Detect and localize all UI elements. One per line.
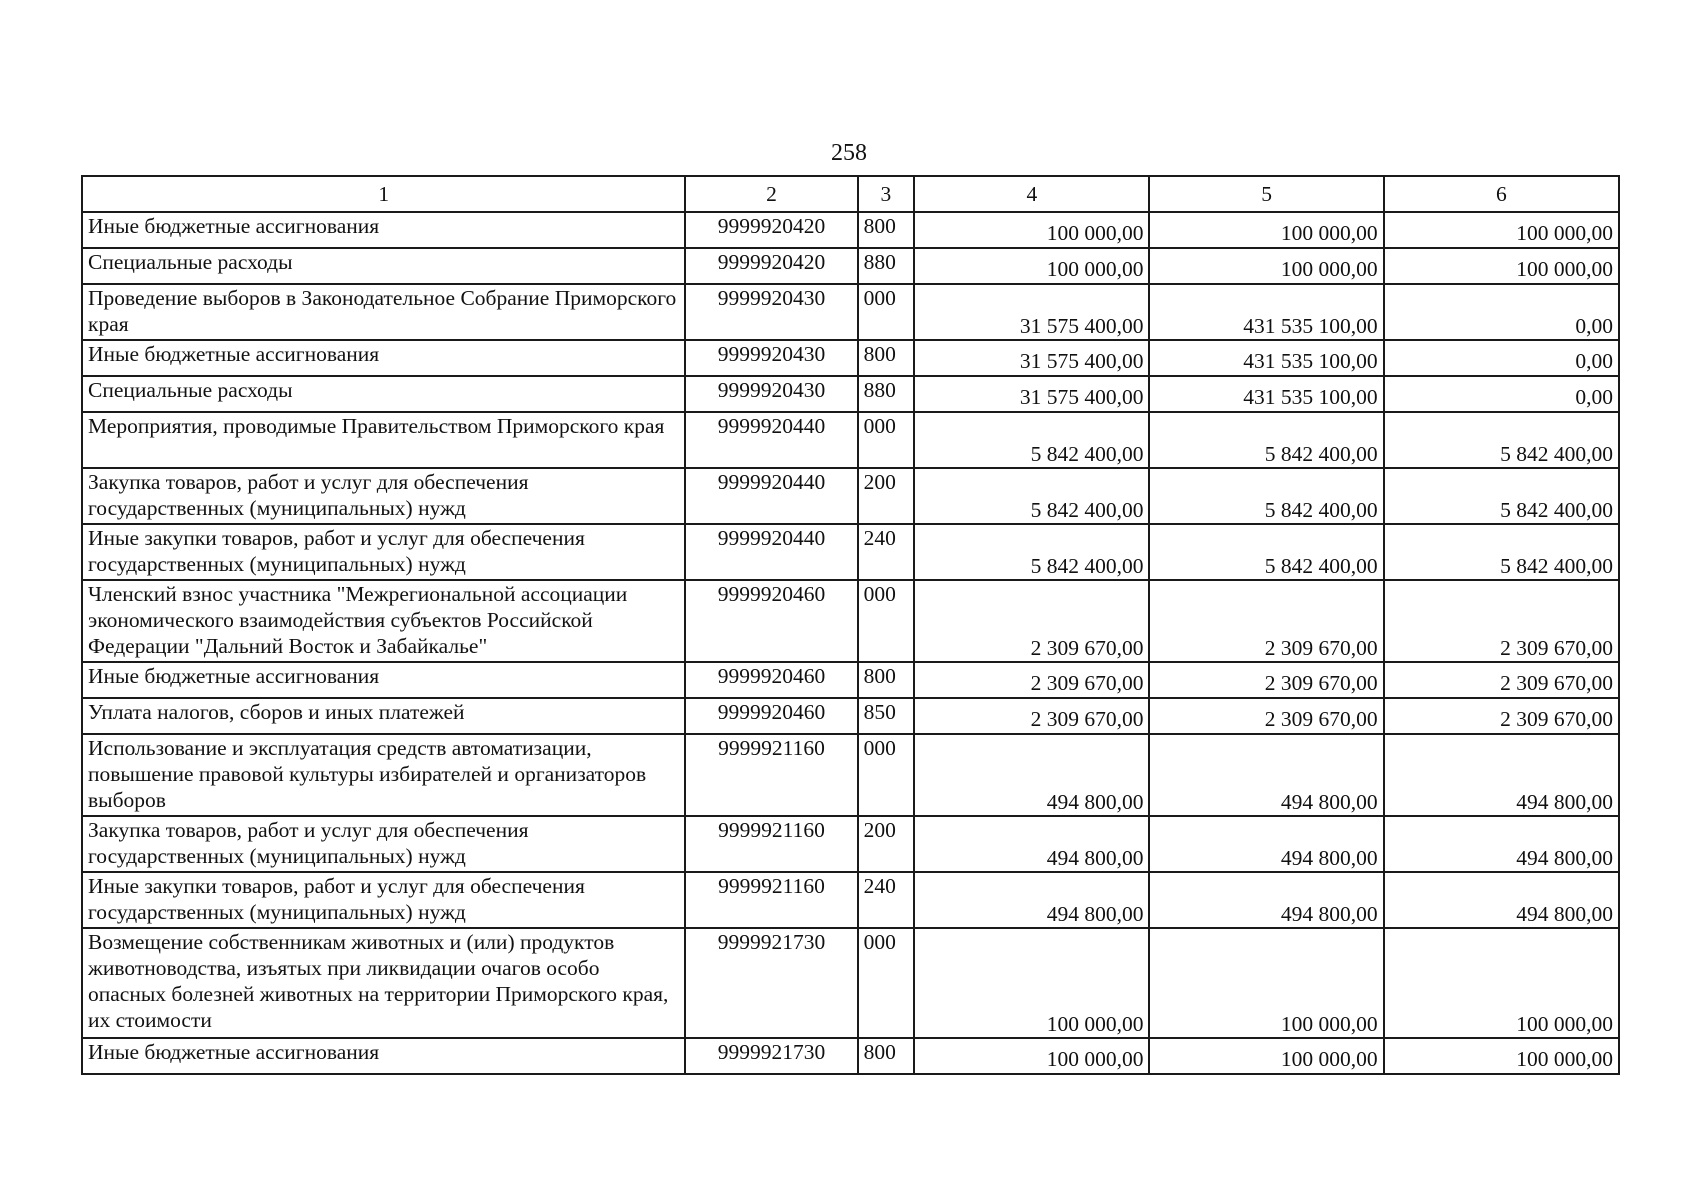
row-amount-5: 2 309 670,00	[1149, 662, 1383, 698]
row-amount-4: 31 575 400,00	[914, 376, 1149, 412]
row-amount-6: 2 309 670,00	[1384, 580, 1619, 662]
row-kvr: 000	[858, 580, 915, 662]
row-amount-5: 100 000,00	[1149, 212, 1383, 248]
budget-table	[81, 175, 1620, 1075]
row-amount-5: 431 535 100,00	[1149, 284, 1383, 340]
table-row	[82, 468, 1619, 524]
row-code: 9999921730	[685, 928, 857, 1038]
row-amount-5: 5 842 400,00	[1149, 412, 1383, 468]
table-row	[82, 662, 1619, 698]
row-amount-6: 2 309 670,00	[1384, 662, 1619, 698]
row-code: 9999921160	[685, 872, 857, 928]
table-row	[82, 698, 1619, 734]
row-name: Иные бюджетные ассигнования	[82, 340, 685, 376]
row-name: Проведение выборов в Законодательное Собрание Приморского края	[82, 284, 685, 340]
row-name: Использование и эксплуатация средств автоматизации, повышение правовой культуры избирателей и организаторов выборов	[82, 734, 685, 816]
row-name: Членский взнос участника "Межрегиональной ассоциации экономического взаимодействия субъектов Российской Федерации "Дальний Восток и Забайкалье"	[82, 580, 685, 662]
row-amount-5: 494 800,00	[1149, 816, 1383, 872]
row-amount-4: 494 800,00	[914, 734, 1149, 816]
row-kvr: 240	[858, 872, 915, 928]
row-amount-6: 2 309 670,00	[1384, 698, 1619, 734]
row-code: 9999921730	[685, 1038, 857, 1074]
row-code: 9999920460	[685, 698, 857, 734]
row-amount-6: 5 842 400,00	[1384, 468, 1619, 524]
row-amount-6: 5 842 400,00	[1384, 412, 1619, 468]
row-amount-6: 494 800,00	[1384, 734, 1619, 816]
table-row	[82, 248, 1619, 284]
row-amount-5: 100 000,00	[1149, 248, 1383, 284]
row-code: 9999920440	[685, 468, 857, 524]
row-amount-6: 5 842 400,00	[1384, 524, 1619, 580]
column-header-4: 4	[914, 176, 1149, 212]
column-header-1: 1	[82, 176, 685, 212]
row-kvr: 850	[858, 698, 915, 734]
table-header-row	[82, 176, 1619, 212]
row-kvr: 000	[858, 734, 915, 816]
table-row	[82, 816, 1619, 872]
row-amount-5: 2 309 670,00	[1149, 580, 1383, 662]
row-name: Возмещение собственникам животных и (или) продуктов животноводства, изъятых при ликвидации очагов особо опасных болезней животных на территории Приморского края, их стоимости	[82, 928, 685, 1038]
row-code: 9999920440	[685, 412, 857, 468]
row-code: 9999921160	[685, 816, 857, 872]
row-code: 9999920440	[685, 524, 857, 580]
row-amount-5: 431 535 100,00	[1149, 376, 1383, 412]
row-amount-4: 100 000,00	[914, 928, 1149, 1038]
table-row	[82, 340, 1619, 376]
row-amount-6: 0,00	[1384, 376, 1619, 412]
row-kvr: 240	[858, 524, 915, 580]
row-name: Иные бюджетные ассигнования	[82, 1038, 685, 1074]
table-row	[82, 376, 1619, 412]
row-amount-6: 100 000,00	[1384, 212, 1619, 248]
row-name: Закупка товаров, работ и услуг для обеспечения государственных (муниципальных) нужд	[82, 816, 685, 872]
row-amount-4: 31 575 400,00	[914, 340, 1149, 376]
column-header-2: 2	[685, 176, 857, 212]
row-name: Закупка товаров, работ и услуг для обеспечения государственных (муниципальных) нужд	[82, 468, 685, 524]
row-code: 9999920460	[685, 662, 857, 698]
table-row	[82, 412, 1619, 468]
table-row	[82, 1038, 1619, 1074]
row-amount-5: 494 800,00	[1149, 872, 1383, 928]
row-code: 9999920430	[685, 284, 857, 340]
row-amount-4: 100 000,00	[914, 248, 1149, 284]
row-kvr: 000	[858, 928, 915, 1038]
row-kvr: 880	[858, 376, 915, 412]
row-name: Иные бюджетные ассигнования	[82, 212, 685, 248]
row-amount-6: 494 800,00	[1384, 816, 1619, 872]
row-amount-6: 100 000,00	[1384, 1038, 1619, 1074]
row-kvr: 000	[858, 284, 915, 340]
table-row	[82, 284, 1619, 340]
row-amount-6: 0,00	[1384, 284, 1619, 340]
row-amount-4: 494 800,00	[914, 872, 1149, 928]
row-amount-6: 0,00	[1384, 340, 1619, 376]
row-kvr: 200	[858, 816, 915, 872]
row-name: Иные бюджетные ассигнования	[82, 662, 685, 698]
row-amount-5: 2 309 670,00	[1149, 698, 1383, 734]
row-amount-4: 100 000,00	[914, 1038, 1149, 1074]
row-kvr: 000	[858, 412, 915, 468]
row-amount-5: 100 000,00	[1149, 1038, 1383, 1074]
row-amount-4: 5 842 400,00	[914, 412, 1149, 468]
column-header-3: 3	[858, 176, 915, 212]
table-row	[82, 734, 1619, 816]
row-code: 9999920430	[685, 376, 857, 412]
table-row	[82, 928, 1619, 1038]
row-kvr: 800	[858, 1038, 915, 1074]
row-code: 9999921160	[685, 734, 857, 816]
row-amount-5: 100 000,00	[1149, 928, 1383, 1038]
row-kvr: 800	[858, 340, 915, 376]
column-header-6: 6	[1384, 176, 1619, 212]
row-name: Специальные расходы	[82, 376, 685, 412]
row-name: Иные закупки товаров, работ и услуг для обеспечения государственных (муниципальных) нужд	[82, 524, 685, 580]
row-amount-5: 431 535 100,00	[1149, 340, 1383, 376]
row-amount-4: 2 309 670,00	[914, 580, 1149, 662]
row-amount-4: 31 575 400,00	[914, 284, 1149, 340]
row-name: Мероприятия, проводимые Правительством Приморского края	[82, 412, 685, 468]
row-amount-6: 494 800,00	[1384, 872, 1619, 928]
column-header-5: 5	[1149, 176, 1383, 212]
table-row	[82, 524, 1619, 580]
row-amount-5: 494 800,00	[1149, 734, 1383, 816]
row-amount-4: 5 842 400,00	[914, 468, 1149, 524]
row-amount-5: 5 842 400,00	[1149, 524, 1383, 580]
row-amount-4: 2 309 670,00	[914, 662, 1149, 698]
row-amount-4: 5 842 400,00	[914, 524, 1149, 580]
table-row	[82, 212, 1619, 248]
row-kvr: 800	[858, 212, 915, 248]
row-code: 9999920420	[685, 248, 857, 284]
row-code: 9999920420	[685, 212, 857, 248]
row-kvr: 880	[858, 248, 915, 284]
row-kvr: 800	[858, 662, 915, 698]
table-row	[82, 872, 1619, 928]
row-name: Специальные расходы	[82, 248, 685, 284]
row-amount-5: 5 842 400,00	[1149, 468, 1383, 524]
row-name: Иные закупки товаров, работ и услуг для обеспечения государственных (муниципальных) нужд	[82, 872, 685, 928]
row-code: 9999920460	[685, 580, 857, 662]
row-name: Уплата налогов, сборов и иных платежей	[82, 698, 685, 734]
row-code: 9999920430	[685, 340, 857, 376]
row-amount-6: 100 000,00	[1384, 928, 1619, 1038]
row-kvr: 200	[858, 468, 915, 524]
table-row	[82, 580, 1619, 662]
row-amount-4: 100 000,00	[914, 212, 1149, 248]
row-amount-4: 2 309 670,00	[914, 698, 1149, 734]
row-amount-4: 494 800,00	[914, 816, 1149, 872]
page-number: 258	[831, 140, 867, 166]
row-amount-6: 100 000,00	[1384, 248, 1619, 284]
